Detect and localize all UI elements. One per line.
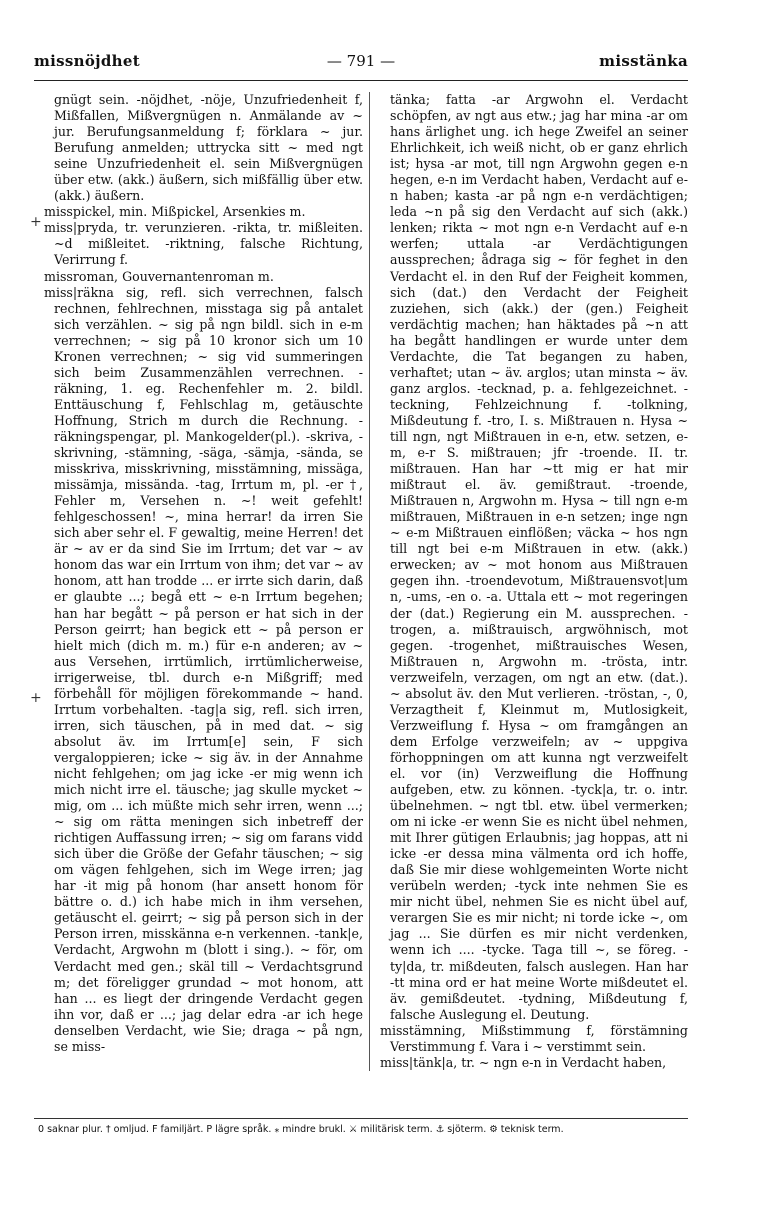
entry-text: tänka; fatta -ar Argwohn el. Verdacht schöpfen, av ngt aus etw.; jag har mina -ar om hans ärlighet ung. ich hege Zweifel an seiner Ehrlichkeit, ich weiß nicht, ob er ganz ehrlich ist; hysa -ar mot, till ngn Argwohn gegen e-n hegen, e-n im Verdacht haben, Verdacht auf e-n haben; kasta -ar på ngn e-n verdächtigen; leda ~n på sig den Verdacht auf sich (akk.) lenken; rikta ~ mot ngn e-n Verdacht auf e-n werfen; uttala -ar Verdächtigungen aussprechen; ådraga sig ~ för feghet in den Verdacht el. in den Ruf der Feigheit kommen, sich (dat.) den Verdacht der Feigheit zuziehen, sich (akk.) der (gen.) Feigheit verdächtig machen; han häktades på ~n att ha begått handlingen er wurde unter dem Verdachte, die Tat begangen zu haben, verhaftet; utan ~ äv. arglos; utan minsta ~ äv. ganz arglos. -tecknad, p. a. fehlgezeichnet. -teckning, Fehlzeichnung f. -tolkning, Mißdeutung f. -tro, I. s. Mißtrauen n. Hysa ~ till ngn, ngt Mißtrauen in e-n, etw. setzen, e-m, e-r S. mißtrauen; jfr -troende. II. tr. mißtrauen. Han har ~tt mig er hat mir mißtraut el. äv. gemißtraut. -troende, Mißtrauen n, Argwohn m. Hysa ~ till ngn e-m mißtrauen, Mißtrauen in e-n setzen; inge ngn ~ e-m Mißtrauen einflößen; väcka ~ hos ngn till ngt bei e-m Mißtrauen in etw. (akk.) erwecken; av ~ mot honom aus Mißtrauen gegen ihn. -troendevotum, Mißtrauensvot|um n, -ums, -en o. -a. Uttala ett ~ mot regeringen der (dat.) Regierung ein M. aussprechen. -trogen, a. mißtrauisch, argwöhnisch, mot gegen. -trogenhet, mißtrauisches Wesen, Mißtrauen n, Argwohn m. -trösta, intr. verzweifeln, verzagen, om ngt an etw. (dat.). ~ absolut äv. den Mut verlieren. -tröstan, -, 0, Verzagtheit f, Kleinmut m, Mutlosigkeit, Verzweiflung f. Hysa ~ om framgången an dem Erfolge verzweifeln; av ~ uppgiva förhoppningen om att kunna ngt verzweifelt el. vor (in) Verzweiflung die Hoffnung aufgeben, etw. zu können. -tyck|a, tr. o. intr. übelnehmen. ~ ngt tbl. etw. übel vermerken; om ni icke -er wenn Sie es nicht übel nehmen, mit Ihrer gütigen Erlaubnis; jag hoppas, att ni icke -er dessa mina välmenta ord ich hoffe, daß Sie mir diese wohlgemeinten Worte nicht verübeln werden; -tyck inte nehmen Sie es mir nicht übel, nehmen Sie es nicht übel auf, verargen Sie es mir nicht; ni torde icke ~, om jag ... Sie dürfen es mir nicht verdenken, wenn ich .... -tycke. Taga till ~, se föreg. -ty|da, tr. mißdeuten, falsch auslegen. Han har -tt mina ord er hat meine Worte mißdeutet el. äv. gemißdeutet. -tydning, Mißdeutung f, falsche Auslegung el. Deutung. — [390, 92, 688, 1022]
header-right-guideword: misstänka — [599, 52, 688, 70]
entry-text: misstämning, Mißstimmung f, förstämning Verstimmung f. Vara i ~ verstimmt sein. — [380, 1022, 688, 1054]
footer-rule — [34, 1118, 688, 1119]
entry-text: gnügt sein. -nöjdhet, -nöje, Unzufriedenheit f, Mißfallen, Mißvergnügen n. Anmälande av ~ jur. Berufungsanmeldung f; förklara ~ jur. Berufung anmelden; uttrycka sitt ~ med ngt seine Unzufriedenheit el. sein Mißvergnügen über etw. (akk.) äußern, sich mißfällig über etw. (akk.) äußern. — [54, 92, 363, 204]
page-number: — 791 — — [326, 52, 396, 70]
entry-text: miss|pryda, tr. verunzieren. -rikta, tr. mißleiten. ~d mißleitet. -riktning, falsche Richtung, Verirrung f. — [44, 220, 363, 268]
entry-text: misspickel, min. Mißpickel, Arsenkies m. — [44, 204, 306, 220]
header-rule — [34, 80, 688, 81]
right-column — [369, 92, 688, 1071]
margin-marker: + — [30, 214, 42, 230]
entry-text: miss|räkna sig, refl. sich verrechnen, falsch rechnen, fehlrechnen, misstaga sig på antalet sich verzählen. ~ sig på ngn bildl. sich in e-m verrechnen; ~ sig på 10 kronor sich um 10 Kronen verrechnen; ~ sig vid summeringen sich beim Zusammenzählen verrechnen. -räkning, 1. eg. Rechenfehler m. 2. bildl. Enttäuschung f, Fehlschlag m, getäuschte Hoffnung, Strich m durch die Rechnung. -räkningspengar, pl. Mankogelder(pl.). -skriva, -skrivning, -stämning, -säga, -sämja, -sända, se misskriva, misskrivning, misstämning, missäga, missämja, missända. -tag, Irrtum m, pl. -er †, Fehler m, Versehen n. ~! weit gefehlt! fehlgeschossen! ~, mina herrar! da irren Sie sich aber sehr el. F gewaltig, meine Herren! det är ~ av er da sind Sie im Irrtum; det var ~ av honom das war ein Irrtum von ihm; det var ~ av honom, att han trodde ... er irrte sich darin, daß er glaubte ...; begå ett ~ e-n Irrtum begehen; han har begått ~ på person er hat sich in der Person geirrt; han begick ett ~ på person er hielt mich (dich m. m.) für e-n anderen; av ~ aus Versehen, irrtümlich, irrtümlicherweise, irrigerweise, tbl. durch e-n Mißgriff; med förbehåll för möjligen förekommande ~ hand. Irrtum vorbehalten. -tag|a sig, refl. sich irren, irren, sich täuschen, på in med dat. ~ sig absolut äv. im Irrtum[e] sein, F sich vergaloppieren; icke ~ sig äv. in der Annahme nicht fehlgehen; om jag icke -er mig wenn ich mich nicht irre el. täusche; jag skulle mycket ~ mig, om ... ich müßte mich sehr irren, wenn ...; ~ sig om rätta meningen sich inbetreff der richtigen Auffassung irren; ~ sig om farans vidd sich über die Größe der Gefahr täuschen; ~ sig om vägen fehlgehen, sich im Wege irren; jag har -it mig på honom (har ansett honom för bättre o. d.) ich habe mich in ihm versehen, getäuscht el. geirrt; ~ sig på person sich in der Person irren, misskänna e-n verkennen. -tank|e, Verdacht, Argwohn m (blott i sing.). ~ för, om Verdacht med gen.; skäl till ~ Verdachtsgrund m; det föreligger grundad ~ mot honom, att han ... es liegt der dringende Verdacht gegen ihn vor, daß er ...; jag delar edra -ar ich hege denselben Verdacht, wie Sie; draga ~ på ngn, se miss- — [44, 284, 363, 1054]
margin-marker: + — [30, 690, 42, 706]
entry-text: missroman, Gouvernantenroman m. — [44, 268, 274, 284]
abbreviation-legend: 0 saknar plur. † omljud. F familjärt. P lägre språk. ⁎ mindre brukl. ⚔ militärisk term. ⚓ sjöterm. ⚙ teknisk term. — [38, 1124, 564, 1135]
header-left-guideword: missnöjdhet — [34, 52, 140, 70]
entry-text: miss|tänk|a, tr. ~ ngn e-n in Verdacht haben, — [380, 1054, 667, 1070]
left-column — [34, 92, 363, 1055]
page-header — [34, 52, 688, 78]
